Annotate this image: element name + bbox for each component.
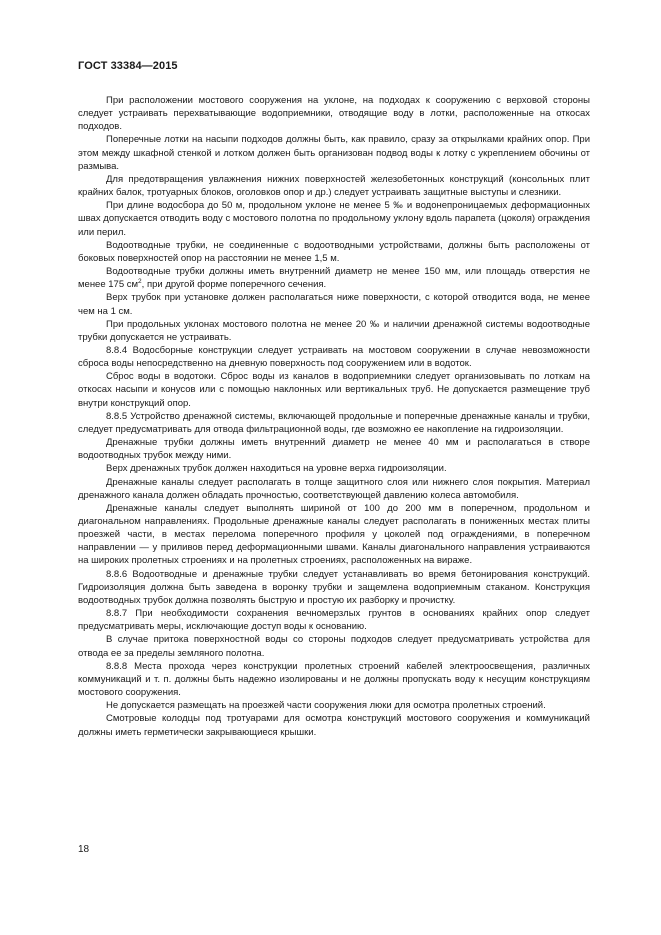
paragraph: Дренажные каналы следует выполнять шириной от 100 до 200 мм в поперечном, продольном и диагональном направлениях. Продольные дренажные каналы следует располагать в пониженных местах плиты проезжей части, в местах перелома поперечного профиля у цоколей под ограждениями, в поперечном направлении — у приливов перед деформационными швами. Каналы диагонального направления устраиваются на широких пролетных строениях и на пролетных строениях, расположенных на вираже. [78,502,590,567]
paragraph: Дренажные трубки должны иметь внутренний диаметр не менее 40 мм и располагаться в створе водоотводных трубок между ними. [78,437,590,462]
paragraph: При расположении мостового сооружения на уклоне, на подходах к сооружению с верховой стороны следует устраивать перехватывающие водоприемники, отводящие воду в лотки, расположенные на откосах подходов. [78,95,590,133]
paragraph: 8.8.5 Устройство дренажной системы, включающей продольные и поперечные дренажные каналы и трубки, следует предусматривать для отвода фильтрационной воды, где возможно ее накопление на гидроизоляции. [78,410,590,435]
paragraph-tail: , при другой форме поперечного сечения. [141,279,327,291]
paragraph [78,265,590,291]
paragraph: В случае притока поверхностной воды со стороны подходов следует предусматривать устройства для отвода ее за пределы земляного полотна. [78,634,590,659]
document-body [78,94,590,739]
paragraph: Поперечные лотки на насыпи подходов должны быть, как правило, сразу за открылками крайних опор. При этом между шкафной стенкой и лотком должен быть организован подвод воды к лотку с укреплением обочины от размыва. [78,134,590,172]
paragraph: При длине водосбора до 50 м, продольном уклоне не менее 5 ‰ и водонепроницаемых деформационных швах допускается отводить воду с мостового полотна по продольному уклону вдоль парапета (цоколя) ограждения или перил. [78,200,590,238]
superscript: 2 [138,278,142,286]
paragraph: 8.8.8 Места прохода через конструкции пролетных строений кабелей электроосвещения, различных коммуникаций и т. п. должны быть надежно изолированы и не должны пропускать воду к несущим конструкциям мостового сооружения. [78,660,590,699]
paragraph: Верх дренажных трубок должен находиться на уровне верха гидроизоляции. [106,463,447,475]
page-number: 18 [78,844,90,855]
paragraph: Смотровые колодцы под тротуарами для осмотра конструкций мостового сооружения и коммуникаций должны иметь герметически закрывающиеся крышки. [78,713,590,738]
paragraph: Не допускается размещать на проезжей части сооружения люки для осмотра пролетных строений. [106,700,546,712]
paragraph: Сброс воды в водотоки. Сброс воды из каналов в водоприемники следует организовывать по лоткам на откосах насыпи и конусов или с помощью наклонных или вертикальных труб. Не допускается размещение труб внутри конструкций опор. [78,371,590,409]
document-header: ГОСТ 33384—2015 [78,60,178,72]
paragraph: 8.8.6 Водоотводные и дренажные трубки следует устанавливать во время бетонирования конструкций. Гидроизоляция должна быть заведена в воронку трубки и защемлена водоприемным стаканом. Конструкция водоотводных трубок должна позволять быструю и простую их разборку и прочистку. [78,568,590,606]
paragraph: При продольных уклонах мостового полотна не менее 20 ‰ и наличии дренажной системы водоотводные трубки допускается не устраивать. [78,318,590,343]
paragraph: Для предотвращения увлажнения нижних поверхностей железобетонных конструкций (консольных плит крайних балок, тротуарных блоков, оголовков опор и др.) следует устраивать защитные выступы и слезники. [78,173,590,199]
paragraph: 8.8.7 При необходимости сохранения вечномерзлых грунтов в основаниях крайних опор следует предусматривать меры, исключающие доступ воды к основанию. [78,608,590,633]
paragraph: Водоотводные трубки, не соединенные с водоотводными устройствами, должны быть расположены от боковых поверхностей опор на расстоянии не менее 1,5 м. [78,239,590,264]
paragraph: 8.8.4 Водосборные конструкции следует устраивать на мостовом сооружении в случае невозможности сброса воды непосредственно на дневную поверхность под сооружением или в водоток. [78,344,590,370]
paragraph-text: Водоотводные трубки должны иметь внутренний диаметр не менее 150 мм, или площадь отверстия не менее 175 см [78,266,590,291]
paragraph: Верх трубок при установке должен располагаться ниже поверхности, с которой отводится вода, не менее чем на 1 см. [78,292,590,317]
paragraph: Дренажные каналы следует располагать в толще защитного слоя или нижнего слоя покрытия. Материал дренажного канала должен обладать прочностью, соответствующей давлению колеса автомобиля. [78,476,590,501]
